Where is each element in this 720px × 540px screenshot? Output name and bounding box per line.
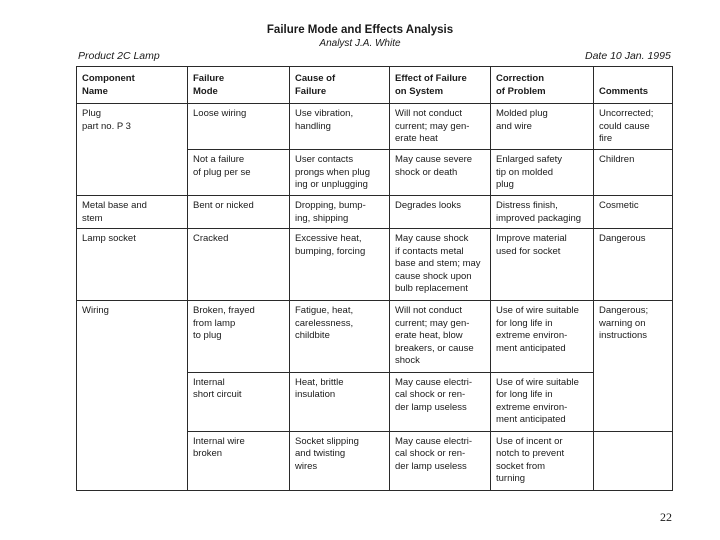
cell-line: May cause electri- — [395, 435, 473, 447]
document-title: Failure Mode and Effects Analysis — [266, 24, 454, 36]
header-line: Correction — [496, 73, 545, 84]
column-header-effect-of-failure — [390, 67, 491, 104]
cell-component — [77, 196, 188, 229]
cell-line: Cracked — [193, 233, 229, 245]
cell-effect — [390, 196, 491, 229]
cell-component — [77, 431, 188, 490]
header-line: of Problem — [496, 85, 546, 97]
cell-cause — [290, 372, 390, 431]
analyst-name: Analyst J.A. White — [319, 38, 401, 49]
table-row — [77, 431, 673, 490]
cell-line: Metal base and — [82, 200, 147, 212]
cell-comments — [594, 372, 673, 431]
table-body — [77, 104, 673, 491]
cell-line: ment anticipated — [496, 342, 566, 354]
cell-line: Fatigue, heat, — [295, 305, 354, 317]
cell-effect — [390, 150, 491, 196]
cell-component — [77, 229, 188, 301]
cell-comments — [594, 229, 673, 301]
cell-cause — [290, 196, 390, 229]
cell-correction — [491, 150, 594, 196]
cell-line: der lamp useless — [395, 460, 467, 472]
cell-line: carelessness, — [295, 317, 354, 329]
cell-cause — [290, 229, 390, 301]
cell-failure-mode — [188, 431, 290, 490]
cell-line: part no. P 3 — [82, 120, 131, 132]
cell-correction — [491, 301, 594, 373]
cell-line: breakers, or cause — [395, 342, 474, 354]
cell-correction — [491, 104, 594, 150]
column-header-component-name — [77, 67, 188, 104]
cell-line: extreme environ- — [496, 401, 568, 413]
cell-line: insulation — [295, 389, 336, 401]
page-number: 22 — [660, 510, 672, 524]
cell-line: Socket slipping — [295, 435, 359, 447]
column-header-correction-of-problem — [491, 67, 594, 104]
cell-line: Lamp socket — [82, 233, 136, 245]
header-line: Component — [82, 73, 135, 84]
cell-line: to plug — [193, 330, 222, 342]
cell-line: tip on molded — [496, 166, 554, 178]
cell-line: wires — [295, 460, 318, 472]
cell-line: could cause — [599, 120, 650, 132]
cell-line: Excessive heat, — [295, 233, 362, 245]
cell-line: Dangerous — [599, 233, 646, 245]
cell-cause — [290, 301, 390, 373]
cell-line: improved packaging — [496, 212, 582, 224]
header-line: Failure — [295, 85, 327, 97]
cell-line: Enlarged safety — [496, 154, 563, 166]
cell-line: instructions — [599, 330, 648, 342]
cell-line: short circuit — [193, 389, 242, 401]
cell-line: Plug — [82, 108, 102, 119]
cell-line: turning — [496, 473, 526, 485]
cell-line: Cosmetic — [599, 200, 639, 212]
cell-line: shock — [395, 355, 420, 367]
cell-correction — [491, 229, 594, 301]
cell-correction — [491, 372, 594, 431]
table-row — [77, 196, 673, 229]
cell-line: Use vibration, — [295, 108, 354, 119]
cell-line: Loose wiring — [193, 108, 247, 119]
cell-line: bulb replacement — [395, 283, 468, 295]
product-label: Product 2C Lamp — [78, 50, 160, 62]
table-row — [77, 150, 673, 196]
cell-line: erate heat — [395, 133, 438, 144]
cell-line: Internal wire — [193, 435, 245, 447]
cell-cause — [290, 431, 390, 490]
cell-line: Wiring — [82, 305, 109, 317]
cell-line: Improve material — [496, 233, 567, 245]
cell-line: shock or death — [395, 166, 458, 178]
cell-line: cal shock or ren- — [395, 448, 466, 460]
cell-line: childbite — [295, 330, 330, 342]
cell-correction — [491, 431, 594, 490]
cell-line: Will not conduct — [395, 305, 463, 317]
cell-failure-mode — [188, 150, 290, 196]
cell-line: Broken, frayed — [193, 305, 255, 317]
header-line: Mode — [193, 85, 218, 97]
cell-line: ment anticipated — [496, 414, 566, 426]
cell-line: cause shock upon — [395, 270, 472, 282]
cell-line: from lamp — [193, 317, 236, 329]
cell-line: Heat, brittle — [295, 376, 344, 388]
cell-effect — [390, 431, 491, 490]
header-line: Failure — [193, 73, 225, 84]
cell-effect — [390, 301, 491, 373]
cell-component — [77, 104, 188, 150]
header-line: Effect of Failure — [395, 73, 467, 84]
column-header-failure-mode — [188, 67, 290, 104]
cell-line: Children — [599, 154, 635, 166]
cell-effect — [390, 229, 491, 301]
cell-line: Dangerous; — [599, 305, 649, 317]
cell-line: May cause electri- — [395, 376, 473, 388]
cell-line: plug — [496, 179, 514, 191]
cell-line: Use of wire suitable — [496, 305, 579, 317]
cell-line: Dropping, bump- — [295, 200, 366, 212]
cell-failure-mode — [188, 104, 290, 150]
cell-line: socket from — [496, 460, 546, 472]
cell-effect — [390, 372, 491, 431]
cell-component — [77, 150, 188, 196]
cell-line: Distress finish, — [496, 200, 558, 212]
cell-line: User contacts — [295, 154, 354, 166]
cell-line: Internal — [193, 376, 225, 388]
cell-line: Use of wire suitable — [496, 376, 579, 388]
cell-line: of plug per se — [193, 166, 251, 178]
cell-line: prongs when plug — [295, 166, 370, 178]
cell-failure-mode — [188, 229, 290, 301]
header-line: on System — [395, 85, 444, 97]
cell-line: Use of incent or — [496, 435, 563, 447]
cell-line: fire — [599, 133, 613, 144]
cell-effect — [390, 104, 491, 150]
cell-line: handling — [295, 120, 331, 132]
table-row — [77, 104, 673, 150]
cell-line: Molded plug — [496, 108, 548, 119]
cell-line: for long life in — [496, 317, 553, 329]
table-row — [77, 301, 673, 373]
table-row — [77, 229, 673, 301]
cell-correction — [491, 196, 594, 229]
cell-failure-mode — [188, 196, 290, 229]
cell-line: current; may gen- — [395, 120, 470, 132]
cell-comments — [594, 301, 673, 373]
cell-comments — [594, 104, 673, 150]
date-label: Date 10 Jan. 1995 — [585, 50, 671, 62]
cell-line: May cause shock — [395, 233, 469, 245]
fmea-table — [76, 66, 673, 491]
cell-line: Not a failure — [193, 154, 245, 166]
cell-cause — [290, 150, 390, 196]
cell-line: ing, shipping — [295, 212, 349, 224]
cell-component — [77, 301, 188, 373]
cell-line: broken — [193, 448, 223, 460]
column-header-cause-of-failure — [290, 67, 390, 104]
cell-line: warning on — [599, 317, 646, 329]
cell-line: stem — [82, 212, 103, 224]
cell-line: ing or unplugging — [295, 179, 368, 191]
header-row — [77, 67, 673, 104]
cell-line: erate heat, blow — [395, 330, 463, 342]
cell-line: cal shock or ren- — [395, 389, 466, 401]
column-header-comments — [594, 67, 673, 104]
cell-comments — [594, 431, 673, 490]
cell-line: base and stem; may — [395, 258, 481, 270]
cell-line: and twisting — [295, 448, 346, 460]
cell-comments — [594, 150, 673, 196]
table-row — [77, 372, 673, 431]
cell-line: Bent or nicked — [193, 200, 254, 212]
cell-line: bumping, forcing — [295, 245, 366, 257]
cell-cause — [290, 104, 390, 150]
cell-component — [77, 372, 188, 431]
cell-line: current; may gen- — [395, 317, 470, 329]
cell-line: May cause severe — [395, 154, 473, 166]
cell-line: and wire — [496, 120, 532, 132]
cell-failure-mode — [188, 301, 290, 373]
cell-line: notch to prevent — [496, 448, 565, 460]
header-line: Cause of — [295, 73, 336, 84]
cell-line: used for socket — [496, 245, 561, 257]
header-line — [599, 73, 667, 86]
cell-line: for long life in — [496, 389, 553, 401]
cell-line: Degrades looks — [395, 200, 462, 212]
header-line: Name — [82, 85, 108, 97]
cell-line: der lamp useless — [395, 401, 467, 413]
table-header — [77, 67, 673, 104]
header-line: Comments — [599, 85, 649, 97]
cell-line: if contacts metal — [395, 245, 464, 257]
cell-comments — [594, 196, 673, 229]
cell-line: Uncorrected; — [599, 108, 654, 119]
cell-line: extreme environ- — [496, 330, 568, 342]
cell-failure-mode — [188, 372, 290, 431]
cell-line: Will not conduct — [395, 108, 463, 119]
